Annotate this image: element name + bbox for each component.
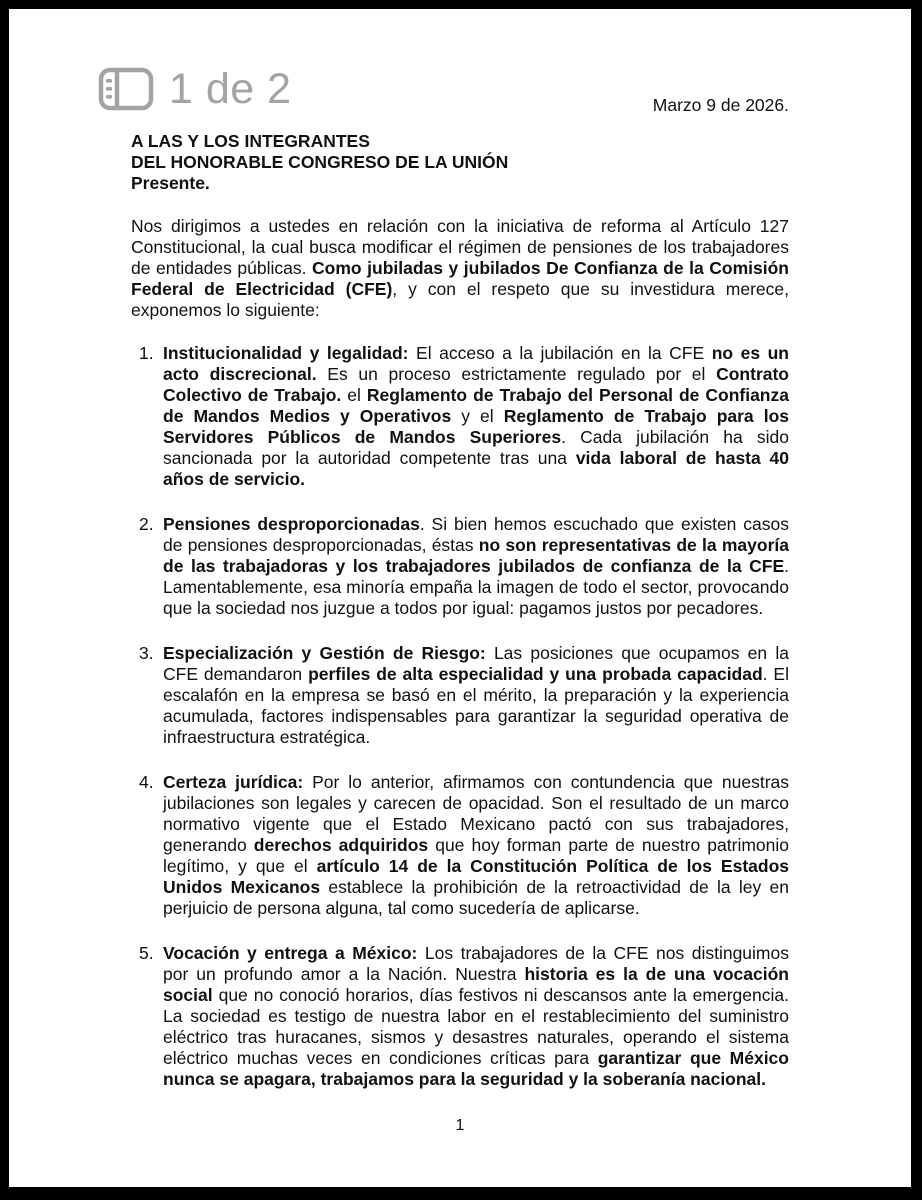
item-heading: Institucionalidad y legalidad: [163,343,409,363]
intro-paragraph [131,216,789,321]
item-text: que no conoció horarios, días festivos ni descansos ante la emergencia. La sociedad es testigo de nuestra labor en el restablecimiento del suministro eléctrico tras huracanes, sismos y desastres naturales, operando el sistema eléctrico muchas veces en condiciones críticas para [163,985,789,1068]
item-number: 1. [139,343,154,363]
item-text: el [341,385,367,405]
letter-body [131,131,789,1114]
list-item [131,772,789,919]
list-item [131,514,789,619]
intro-emphasis: Como jubiladas y jubilados De Confianza de la Comisión Federal de Electricidad (CFE) [131,258,789,299]
list-item [131,343,789,490]
list-item [131,643,789,748]
item-heading: Especialización y Gestión de Riesgo: [163,643,486,663]
page-indicator-label: 1 de 2 [169,64,292,113]
item-text: y el [451,406,504,426]
item-number: 3. [139,643,154,663]
item-text: establece la prohibición de la retroactividad de la ley en perjuicio de persona alguna, tal como sucedería de aplicarse. [163,877,789,918]
document-page [9,9,911,1187]
item-emphasis: Reglamento de Trabajo para los Servidores Públicos de Mandos Superiores [163,406,789,447]
points-list [131,343,789,1090]
item-emphasis: no es un acto discrecional. [163,343,789,384]
item-number: 2. [139,514,154,534]
item-emphasis: Contrato Colectivo de Trabajo. [163,364,789,405]
item-text: . Lamentablemente, esa minoría empaña la imagen de todo el sector, provocando que la sociedad nos juzgue a todos por igual: pagamos justos por pecadores. [163,556,789,618]
item-text: Es un proceso estrictamente regulado por el [316,364,717,384]
intro-text: , y con el respeto que su investidura merece, exponemos lo siguiente: [131,279,789,320]
letter-date: Marzo 9 de 2026. [652,95,789,115]
item-emphasis: vida laboral de hasta 40 años de servicio. [163,448,789,489]
item-emphasis: Reglamento de Trabajo del Personal de Confianza de Mandos Medios y Operativos [163,385,789,426]
item-emphasis: garantizar que México nunca se apagara, trabajamos para la seguridad y la soberanía nacional. [163,1048,789,1089]
item-text: Por lo anterior, afirmamos con contundencia que nuestras jubilaciones son legales y carecen de opacidad. Son el resultado de un marco normativo vigente que el Estado Mexicano pactó con sus trabajadores, generando [163,772,789,855]
addressee-block [131,131,789,194]
item-heading: Vocación y entrega a México: [163,943,418,963]
item-emphasis: perfiles de alta especialidad y una probada capacidad [308,664,763,684]
item-emphasis: no son representativas de la mayoría de las trabajadoras y los trabajadores jubilados de confianza de la CFE [163,535,789,576]
item-text: El acceso a la jubilación en la CFE [408,343,712,363]
item-text: . El escalafón en la empresa se basó en el mérito, la preparación y la experiencia acumulada, factores indispensables para garantizar la seguridad operativa de infraestructura estratégica. [163,664,789,747]
salutation: Presente. [131,173,210,193]
item-heading: Certeza jurídica: [163,772,304,792]
item-text: que hoy forman parte de nuestro patrimonio legítimo, y que el [163,835,789,876]
item-emphasis: historia es la de una vocación social [163,964,789,1005]
item-text: . Cada jubilación ha sido sancionada por la autoridad competente tras una [163,427,789,468]
item-emphasis: derechos adquiridos [253,835,429,855]
item-text: Las posiciones que ocupamos en la CFE demandaron [163,643,789,684]
item-number: 5. [139,943,154,963]
item-heading: Pensiones desproporcionadas [163,514,420,534]
addressee-line: DEL HONORABLE CONGRESO DE LA UNIÓN [131,152,509,172]
item-text: Los trabajadores de la CFE nos distinguimos por un profundo amor a la Nación. Nuestra [163,943,789,984]
item-emphasis: artículo 14 de la Constitución Política de los Estados Unidos Mexicanos [163,856,790,897]
page-number: 1 [455,1117,465,1134]
page-indicator[interactable] [97,64,292,113]
list-item [131,943,789,1090]
intro-text: Nos dirigimos a ustedes en relación con la iniciativa de reforma al Artículo 127 Constitucional, la cual busca modificar el régimen de pensiones de los trabajadores de entidades públicas. [131,216,789,278]
item-text: . Si bien hemos escuchado que existen casos de pensiones desproporcionadas, éstas [163,514,789,555]
item-number: 4. [139,772,154,792]
addressee-line: A LAS Y LOS INTEGRANTES [131,131,370,151]
book-page-icon [97,67,155,111]
